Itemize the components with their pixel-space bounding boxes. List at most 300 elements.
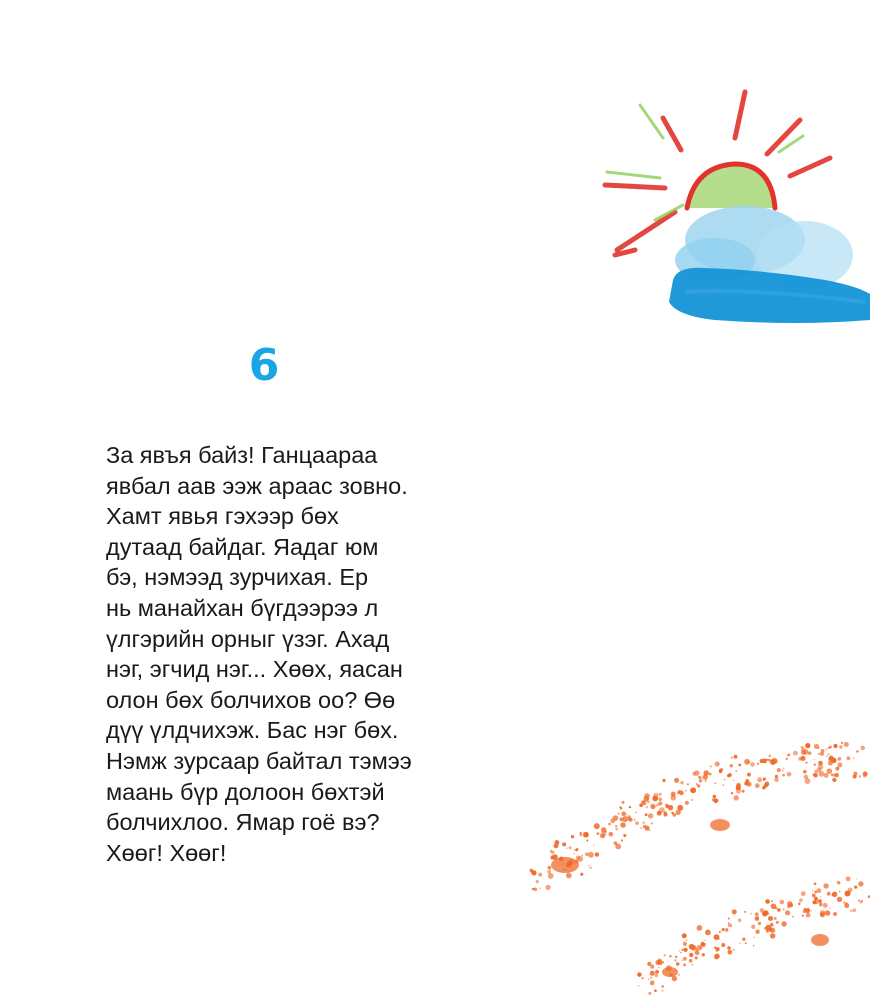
- splatter-dot: [648, 979, 649, 980]
- splatter-dot: [841, 742, 843, 744]
- story-line: Хамт явья гэхээр бөх: [106, 503, 339, 530]
- splatter-dot: [731, 792, 733, 794]
- splatter-dot: [595, 852, 599, 856]
- splatter-dot: [650, 981, 655, 986]
- splatter-dot: [829, 907, 830, 908]
- splatter-dot: [766, 930, 769, 933]
- splatter-dot: [754, 937, 755, 938]
- splatter-dot: [780, 900, 785, 905]
- splatter-dot: [763, 912, 767, 916]
- splatter-dot: [597, 832, 600, 835]
- splatter-dot: [715, 761, 720, 766]
- splatter-dot: [674, 778, 679, 783]
- splatter-dot: [613, 815, 619, 821]
- splatter-dot: [536, 880, 539, 883]
- splatter-dot: [744, 782, 748, 786]
- splatter-dot: [863, 773, 868, 778]
- splatter-dot: [823, 883, 828, 888]
- splatter-dot: [787, 772, 792, 777]
- splatter-dot: [647, 801, 649, 803]
- splatter-dot: [860, 746, 864, 750]
- splatter-dot: [714, 955, 719, 960]
- splatter-dot: [792, 916, 794, 918]
- splatter-dot: [589, 867, 591, 869]
- splatter-dot: [793, 751, 798, 756]
- paint-splatter-icon: [520, 740, 870, 1000]
- splatter-dot: [685, 801, 689, 805]
- splatter-dot: [690, 787, 696, 793]
- splatter-dot: [637, 972, 641, 976]
- splatter-dot: [664, 811, 667, 814]
- splatter-dot: [655, 974, 659, 978]
- splatter-dot: [714, 798, 719, 803]
- splatter-dot: [742, 790, 745, 793]
- splatter-dot: [774, 917, 777, 920]
- splatter-dot: [683, 963, 686, 966]
- splatter-dot: [783, 768, 785, 770]
- splatter-dot: [801, 748, 805, 752]
- splatter-dot: [694, 770, 699, 775]
- splatter-dot: [689, 953, 693, 957]
- splatter-dot: [812, 893, 816, 897]
- splatter-dot: [618, 813, 620, 815]
- splatter-dot: [648, 992, 651, 995]
- splatter-dot: [755, 783, 760, 788]
- splatter-dot: [844, 903, 849, 908]
- story-line: бэ, нэмээд зурчихая. Ер: [106, 564, 369, 591]
- splatter-dot: [551, 850, 555, 854]
- splatter-dot: [608, 823, 611, 826]
- splatter-dot: [755, 912, 759, 916]
- splatter-dot: [566, 873, 572, 879]
- splatter-dot: [765, 762, 766, 763]
- splatter-dot: [574, 849, 576, 851]
- splatter-dot: [621, 839, 623, 841]
- splatter-dot: [781, 921, 786, 926]
- splatter-dot: [689, 944, 695, 950]
- splatter-dot: [629, 806, 631, 808]
- splatter-dot: [727, 950, 732, 955]
- splatter-dot: [736, 788, 741, 793]
- splatter-dot: [684, 948, 688, 952]
- splatter-dot: [755, 930, 759, 934]
- splatter-dot: [646, 806, 648, 808]
- splatter-dot: [783, 908, 785, 910]
- splatter-dot: [739, 943, 740, 944]
- splatter-dot: [861, 900, 863, 902]
- splatter-dot: [716, 947, 720, 951]
- splatter-dot: [744, 911, 746, 913]
- splatter-dot: [702, 953, 705, 956]
- splatter-dot: [655, 970, 659, 974]
- splatter-dot: [765, 899, 770, 904]
- splatter-dot: [818, 899, 822, 903]
- splatter-dot: [676, 962, 680, 966]
- splatter-dot: [768, 927, 773, 932]
- splatter-dot: [843, 902, 845, 904]
- splatter-dot: [814, 882, 817, 885]
- story-line: үлгэрийн орныг үзэг. Ахад: [106, 625, 390, 652]
- splatter-dot: [850, 910, 852, 912]
- splatter-dot: [785, 910, 790, 915]
- splatter-dot: [672, 813, 676, 817]
- splatter-dot: [732, 909, 737, 914]
- splatter-dot: [696, 783, 698, 785]
- splatter-dot: [821, 749, 825, 753]
- splatter-dot: [728, 923, 732, 927]
- splatter-dot: [575, 849, 577, 851]
- splatter-dot: [722, 928, 725, 931]
- splatter-dot: [730, 764, 733, 767]
- splatter-dot: [722, 784, 724, 786]
- splatter-dot: [681, 949, 683, 951]
- splatter-dot: [757, 777, 762, 782]
- splatter-dot: [757, 763, 759, 765]
- splatter-dot: [643, 822, 645, 824]
- splatter-dot: [733, 780, 735, 782]
- splatter-dot: [833, 744, 837, 748]
- story-line: дүү үлдчихэж. Бас нэг бөх.: [106, 717, 399, 744]
- splatter-dot: [639, 803, 643, 807]
- splatter-dot: [531, 870, 536, 875]
- splatter-dot: [705, 780, 707, 782]
- splatter-dot: [605, 831, 607, 833]
- splatter-dot: [658, 801, 662, 805]
- splatter-dot: [839, 745, 842, 748]
- splatter-dot: [774, 777, 779, 782]
- splatter-dot: [733, 949, 735, 951]
- splatter-blob: [662, 967, 678, 977]
- splatter-dot: [655, 960, 660, 965]
- story-line: нэг, эгчид нэг... Хөөх, яасан: [106, 656, 403, 683]
- story-line: Нэмж зурсаар байтал тэмээ: [106, 747, 412, 774]
- splatter-dot: [831, 758, 837, 764]
- story-line: Хөөг! Хөөг!: [106, 839, 227, 866]
- splatter-dot: [803, 910, 806, 913]
- splatter-dot: [658, 798, 662, 802]
- splatter-dot: [805, 778, 811, 784]
- splatter-dot: [650, 965, 654, 969]
- splatter-dot: [679, 950, 680, 951]
- splatter-dot: [680, 952, 682, 954]
- splatter-dot: [817, 888, 822, 893]
- splatter-dot: [814, 764, 816, 766]
- splatter-dot: [713, 795, 716, 798]
- splatter-dot: [615, 825, 617, 827]
- splatter-dot: [768, 916, 773, 921]
- splatter-dot: [705, 930, 711, 936]
- splatter-dot: [677, 805, 683, 811]
- splatter-dot: [768, 759, 771, 762]
- splatter-dot: [762, 786, 766, 790]
- splatter-dot: [622, 801, 625, 804]
- splatter-dot: [772, 925, 774, 927]
- splatter-dot: [643, 825, 647, 829]
- splatter-dot: [750, 762, 755, 767]
- splatter-dot: [826, 755, 828, 757]
- splatter-dot: [735, 770, 737, 772]
- splatter-dot: [825, 910, 831, 916]
- splatter-dot: [623, 834, 626, 837]
- splatter-dot: [678, 974, 680, 976]
- splatter-dot: [814, 773, 818, 777]
- splatter-dot: [806, 913, 811, 918]
- splatter-dot: [626, 814, 627, 815]
- splatter-dot: [805, 743, 810, 748]
- splatter-dot: [697, 925, 703, 931]
- story-line: За явъя байз! Ганцаараа: [106, 442, 378, 468]
- splatter-dot: [675, 956, 677, 958]
- splatter-dot: [810, 910, 811, 911]
- splatter-dot: [593, 844, 594, 845]
- splatter-dot: [802, 915, 804, 917]
- splatter-dot: [671, 795, 677, 801]
- splatter-dot: [548, 873, 554, 879]
- splatter-dot: [800, 756, 805, 761]
- splatter-dot: [674, 959, 676, 961]
- splatter-dot: [615, 828, 618, 831]
- splatter-dot: [588, 865, 589, 866]
- splatter-blob: [551, 857, 579, 873]
- splatter-dot: [847, 756, 851, 760]
- splatter-dot: [852, 908, 856, 912]
- splatter-dot: [728, 917, 730, 919]
- splatter-dot: [823, 903, 828, 908]
- splatter-dot: [751, 913, 753, 915]
- story-line: болчихлоо. Ямар гоё вэ?: [106, 809, 380, 836]
- splatter-dot: [658, 967, 659, 968]
- story-line: нь манайхан бүгдээрээ л: [106, 594, 379, 621]
- splatter-dot: [635, 821, 639, 825]
- splatter-dot: [576, 855, 580, 859]
- splatter-dot: [725, 929, 728, 932]
- splatter-dot: [856, 750, 858, 752]
- splatter-dot: [662, 779, 665, 782]
- splatter-dot: [680, 781, 684, 785]
- splatter-dot: [837, 881, 841, 885]
- story-line: явбал аав ээж араас зовно.: [106, 472, 408, 499]
- splatter-dot: [820, 912, 825, 917]
- splatter-dot: [609, 832, 614, 837]
- splatter-dot: [844, 742, 849, 747]
- splatter-dot: [827, 892, 831, 896]
- splatter-dot: [634, 819, 636, 821]
- splatter-dot: [828, 753, 830, 755]
- splatter-dot: [682, 960, 684, 962]
- splatter-dot: [656, 804, 659, 807]
- splatter-dot: [678, 790, 681, 793]
- splatter-dot: [738, 918, 742, 922]
- splatter-dot: [594, 823, 600, 829]
- splatter-dot: [702, 774, 708, 780]
- splatter-dot: [579, 832, 582, 835]
- splatter-dot: [801, 891, 806, 896]
- splatter-dot: [620, 807, 623, 810]
- splatter-dot: [685, 790, 687, 792]
- splatter-dot: [771, 900, 773, 902]
- splatter-dot: [661, 985, 664, 988]
- splatter-dot: [803, 770, 807, 774]
- splatter-dot: [727, 946, 731, 950]
- splatter-dot: [818, 753, 820, 755]
- splatter-dot: [650, 971, 655, 976]
- splatter-dot: [628, 815, 631, 818]
- splatter-dot: [751, 925, 755, 929]
- splatter-dot: [782, 774, 785, 777]
- splatter-dot: [787, 901, 793, 907]
- splatter-dot: [814, 744, 819, 749]
- splatter-dot: [826, 749, 827, 750]
- splatter-dot: [755, 916, 760, 921]
- splatter-dot: [832, 778, 836, 782]
- splatter-dot: [775, 775, 778, 778]
- splatter-blob: [710, 819, 730, 831]
- splatter-dot: [664, 954, 666, 956]
- splatter-dot: [764, 927, 767, 930]
- splatter-dot: [691, 964, 693, 966]
- splatter-dot: [683, 942, 687, 946]
- splatter-dot: [562, 842, 566, 846]
- splatter-dot: [742, 938, 746, 942]
- splatter-dot: [758, 922, 761, 925]
- splatter-dot: [629, 818, 633, 822]
- splatter-dot: [724, 779, 726, 781]
- splatter-dot: [571, 835, 574, 838]
- splatter-dot: [812, 901, 814, 903]
- splatter-dot: [653, 793, 658, 798]
- splatter-dot: [854, 885, 857, 888]
- splatter-dot: [837, 897, 842, 902]
- splatter-dot: [695, 956, 698, 959]
- splatter-dot: [689, 959, 693, 963]
- splatter-dot: [788, 753, 790, 755]
- splatter-dot: [734, 755, 738, 759]
- splatter-dot: [588, 852, 594, 858]
- splatter-dot: [814, 897, 818, 901]
- splatter-dot: [659, 807, 665, 813]
- splatter-dot: [669, 955, 671, 957]
- splatter-dot: [665, 804, 669, 808]
- splatter-dot: [682, 933, 687, 938]
- splatter-dot: [642, 977, 644, 979]
- splatter-dot: [859, 775, 861, 777]
- splatter-dot: [714, 782, 716, 784]
- splatter-dot: [819, 902, 823, 906]
- splatter-dot: [573, 853, 574, 854]
- splatter-dot: [649, 829, 651, 831]
- splatter-dot: [614, 841, 618, 845]
- splatter-dot: [753, 945, 754, 946]
- story-line: дутаад байдаг. Яадаг юм: [106, 533, 379, 560]
- splatter-dot: [683, 957, 687, 961]
- splatter-dot: [701, 942, 705, 946]
- splatter-dot: [748, 761, 750, 763]
- splatter-dot: [846, 876, 851, 881]
- splatter-dot: [650, 977, 652, 979]
- splatter-dot: [828, 747, 830, 749]
- splatter-dot: [833, 912, 837, 916]
- splatter-dot: [654, 989, 657, 992]
- splatter-dot: [777, 908, 781, 912]
- splatter-dot: [814, 759, 815, 760]
- splatter-dot: [581, 855, 583, 857]
- splatter-dot: [831, 774, 833, 776]
- splatter-dot: [827, 768, 833, 774]
- splatter-dot: [566, 847, 568, 849]
- splatter-dot: [662, 990, 664, 992]
- splatter-dot: [727, 774, 730, 777]
- splatter-dot: [769, 754, 772, 757]
- story-line: маань бүр долоон бөхтэй: [106, 778, 385, 805]
- splatter-dot: [721, 943, 725, 947]
- splatter-dot: [586, 839, 588, 841]
- splatter-dot: [687, 783, 689, 785]
- splatter-dot: [760, 759, 764, 763]
- splatter-dot: [837, 762, 842, 767]
- splatter-dot: [585, 852, 589, 856]
- splatter-dot: [569, 846, 572, 849]
- splatter-dot: [548, 866, 552, 870]
- splatter-dot: [738, 763, 741, 766]
- splatter-dot: [645, 813, 648, 816]
- splatter-dot: [699, 776, 702, 779]
- splatter-dot: [718, 938, 720, 940]
- splatter-dot: [620, 822, 626, 828]
- splatter-dot: [710, 765, 712, 767]
- splatter-dot: [651, 822, 653, 824]
- splatter-dot: [747, 773, 751, 777]
- splatter-dot: [812, 890, 813, 891]
- splatter-dot: [839, 891, 840, 892]
- splatter-blob: [811, 934, 829, 946]
- splatter-dot: [731, 757, 733, 759]
- splatter-dot: [772, 758, 778, 764]
- splatter-dot: [831, 894, 834, 897]
- splatter-dot: [835, 773, 839, 777]
- splatter-dot: [777, 768, 781, 772]
- splatter-dot: [538, 873, 542, 877]
- splatter-dot: [835, 767, 839, 771]
- splatter-dot: [808, 751, 811, 754]
- splatter-dot: [776, 921, 779, 924]
- splatter-dot: [686, 940, 687, 941]
- splatter-dot: [709, 773, 712, 776]
- splatter-dot: [635, 811, 637, 813]
- splatter-dot: [805, 761, 807, 763]
- splatter-dot: [697, 784, 700, 787]
- splatter-dot: [782, 770, 784, 772]
- splatter-dot: [817, 768, 821, 772]
- splatter-dot: [659, 793, 662, 796]
- splatter-dot: [622, 816, 628, 822]
- splatter-dot: [554, 843, 559, 848]
- splatter-dot: [704, 940, 705, 941]
- splatter-dot: [640, 827, 642, 829]
- splatter-dot: [770, 933, 775, 938]
- splatter-dot: [853, 757, 855, 759]
- splatter-dot: [814, 891, 817, 894]
- splatter-dot: [816, 903, 817, 904]
- splatter-dot: [787, 758, 789, 760]
- splatter-dot: [583, 832, 589, 838]
- splatter-dot: [853, 775, 857, 779]
- sun-cloud-icon: [595, 80, 870, 340]
- splatter-dot: [799, 898, 803, 902]
- story-text: [106, 440, 466, 868]
- splatter-dot: [719, 931, 721, 933]
- splatter-dot: [689, 951, 690, 952]
- splatter-dot: [745, 942, 747, 944]
